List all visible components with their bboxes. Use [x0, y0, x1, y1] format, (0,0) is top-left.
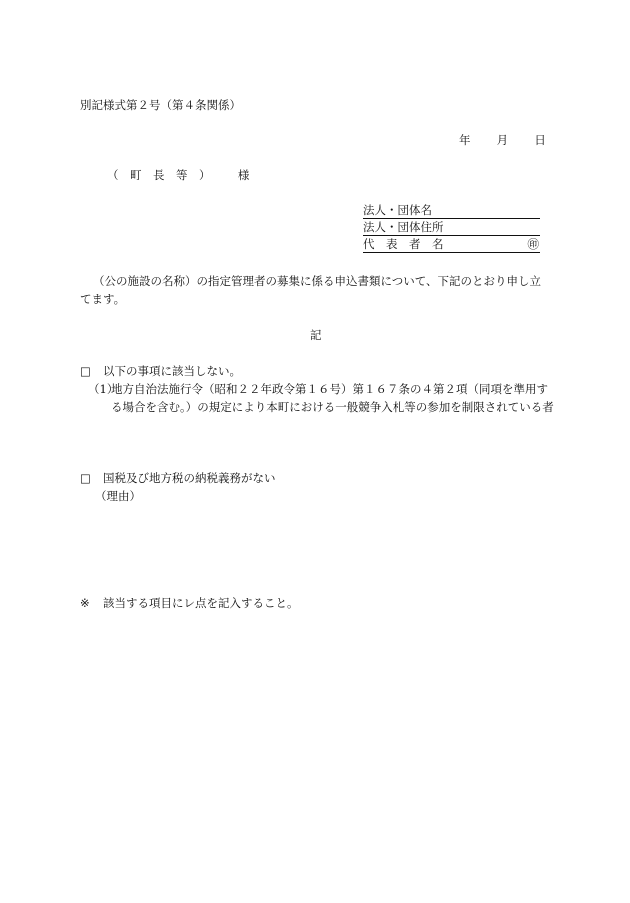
date-line	[459, 135, 546, 147]
representative-field	[363, 239, 540, 253]
seal-mark: ㊞	[527, 237, 539, 251]
addressee-name: （ 町 長 等 ）	[107, 168, 211, 182]
note-text: 該当する項目にレ点を記入すること。	[103, 596, 299, 610]
date-year: 年	[459, 133, 471, 147]
item1-sub-text: 地方自治法施行令（昭和２２年政令第１６号）第１６７条の４第２項（同項を準用する場合を含む。）の規定により本町における一般競争入札等の参加を制限されている者	[111, 382, 554, 414]
form-label: 別記様式第２号（第４条関係）	[80, 98, 241, 112]
item2-reason: （理由）	[95, 489, 141, 503]
item1-title: 以下の事項に該当しない。	[103, 364, 241, 378]
item2-title: 国税及び地方税の納税義務がない	[103, 471, 276, 485]
intro-line-1: （公の施設の名称）の指定管理者の募集に係る申込書類について、下記のとおり申し立	[93, 274, 542, 288]
representative-label: 代 表 者 名	[363, 237, 444, 251]
corp-address-label: 法人・団体住所	[363, 220, 444, 234]
addressee-honorific: 様	[237, 168, 250, 182]
ki-heading: 記	[310, 328, 322, 342]
item2-checkbox: □	[80, 471, 91, 485]
corp-name-field	[363, 205, 540, 219]
date-month: 月	[496, 133, 509, 147]
intro-line-2: てます。	[80, 292, 126, 306]
date-day: 日	[534, 133, 546, 147]
note-mark: ※	[80, 596, 90, 610]
item1-checkbox: □	[80, 364, 91, 378]
addressee	[107, 170, 249, 182]
corp-address-field	[363, 222, 540, 236]
item1-sub-number: （1）	[88, 382, 119, 396]
corp-name-label: 法人・団体名	[363, 203, 432, 217]
